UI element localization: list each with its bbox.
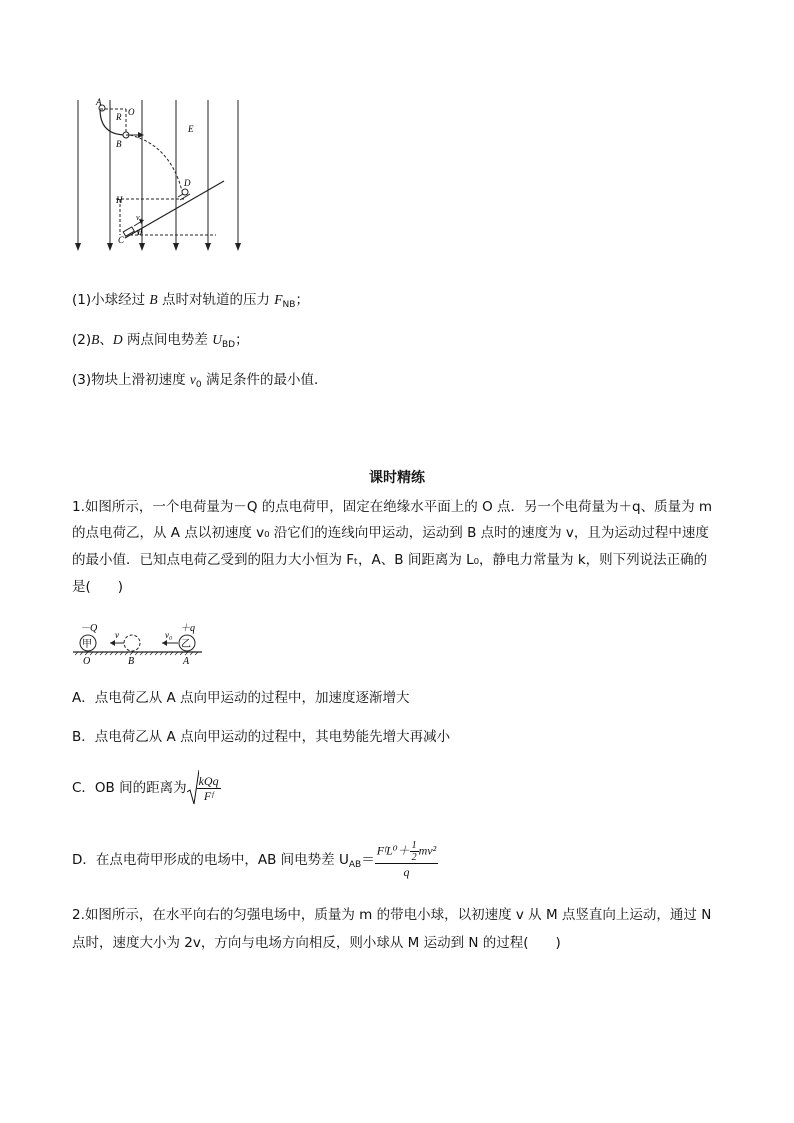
section-title: 课时精练 [369, 470, 425, 486]
field-track-figure [70, 95, 250, 260]
svg-text:B: B [128, 656, 135, 666]
label-v0: v₀ [136, 213, 143, 222]
q1-line-3: 的最小值．已知点电荷乙受到的阻力大小恒为 Fₜ，A、B 间距离为 L₀，静电力常量为 k，则下列说法正确的 [72, 552, 708, 568]
question-part-3: (3)物块上滑初速度 $v_0$ 满足条件的最小值． [72, 372, 328, 390]
option-a[interactable]: A．点电荷乙从 A 点向甲运动的过程中，加速度逐渐增大 [72, 690, 410, 706]
fraction-expression: FᶠL⁰＋ $\frac{1}{2}$ mv² q [376, 840, 437, 879]
q1-line-2: 的点电荷乙，从 A 点以初速度 v₀ 沿它们的连线向甲运动，运动到 B 点时的速度为 v，且为运动过程中速度 [72, 525, 709, 541]
label-D: D [184, 178, 191, 188]
question-part-2: (2)B、D 两点间电势差 $U_{BD}$； [72, 332, 249, 350]
svg-text:v: v [115, 630, 119, 640]
label-C: C [118, 235, 125, 245]
q1-line-1: 1.如图所示，一个电荷量为－Q 的点电荷甲，固定在绝缘水平面上的 O 点．另一个电荷量为＋q、质量为 m [72, 499, 713, 515]
arc-track [100, 109, 126, 135]
svg-text:－Q: －Q [80, 623, 98, 634]
svg-text:O: O [83, 656, 91, 666]
question-part-1: (1)小球经过 B 点时对轨道的压力 $F_{NB}$； [72, 292, 309, 310]
sqrt-expression: $\frac{\text{kQq}}{\text{Fᶠ}}$ [187, 770, 221, 806]
label-R: R [116, 112, 122, 122]
option-c[interactable]: C．OB 间的距离为 $\frac{\text{kQq}}{\text{Fᶠ}}$ [72, 770, 221, 806]
svg-text:A: A [183, 656, 190, 666]
svg-text:v₀: v₀ [165, 630, 173, 640]
svg-text:＋q: ＋q [180, 623, 195, 634]
trajectory-path [130, 135, 182, 191]
charges-figure [70, 618, 205, 666]
q2-line-2: 点时，速度大小为 2v，方向与电场方向相反，则小球从 M 运动到 N 的过程( ) [72, 935, 561, 951]
option-b[interactable]: B．点电荷乙从 A 点向甲运动的过程中，其电势能先增大再减小 [72, 729, 451, 745]
svg-text:甲: 甲 [82, 639, 92, 650]
label-E: E [188, 124, 194, 134]
label-theta: θ [138, 228, 142, 237]
q2-line-1: 2.如图所示，在水平向右的匀强电场中，质量为 m 的带电小球，以初速度 v 从 M 点竖直向上运动，通过 N [72, 907, 712, 923]
label-A: A [96, 97, 102, 107]
q1-line-4: 是( ) [72, 579, 124, 595]
option-d[interactable]: D．在点电荷甲形成的电场中，AB 间电势差 $U_{AB}=$ FᶠL⁰＋ $\frac{1}{2}$ mv² q [72, 840, 437, 879]
svg-text:乙: 乙 [181, 639, 191, 650]
label-B: B [116, 139, 122, 149]
label-H: H [116, 195, 123, 205]
label-O: O [128, 107, 135, 117]
